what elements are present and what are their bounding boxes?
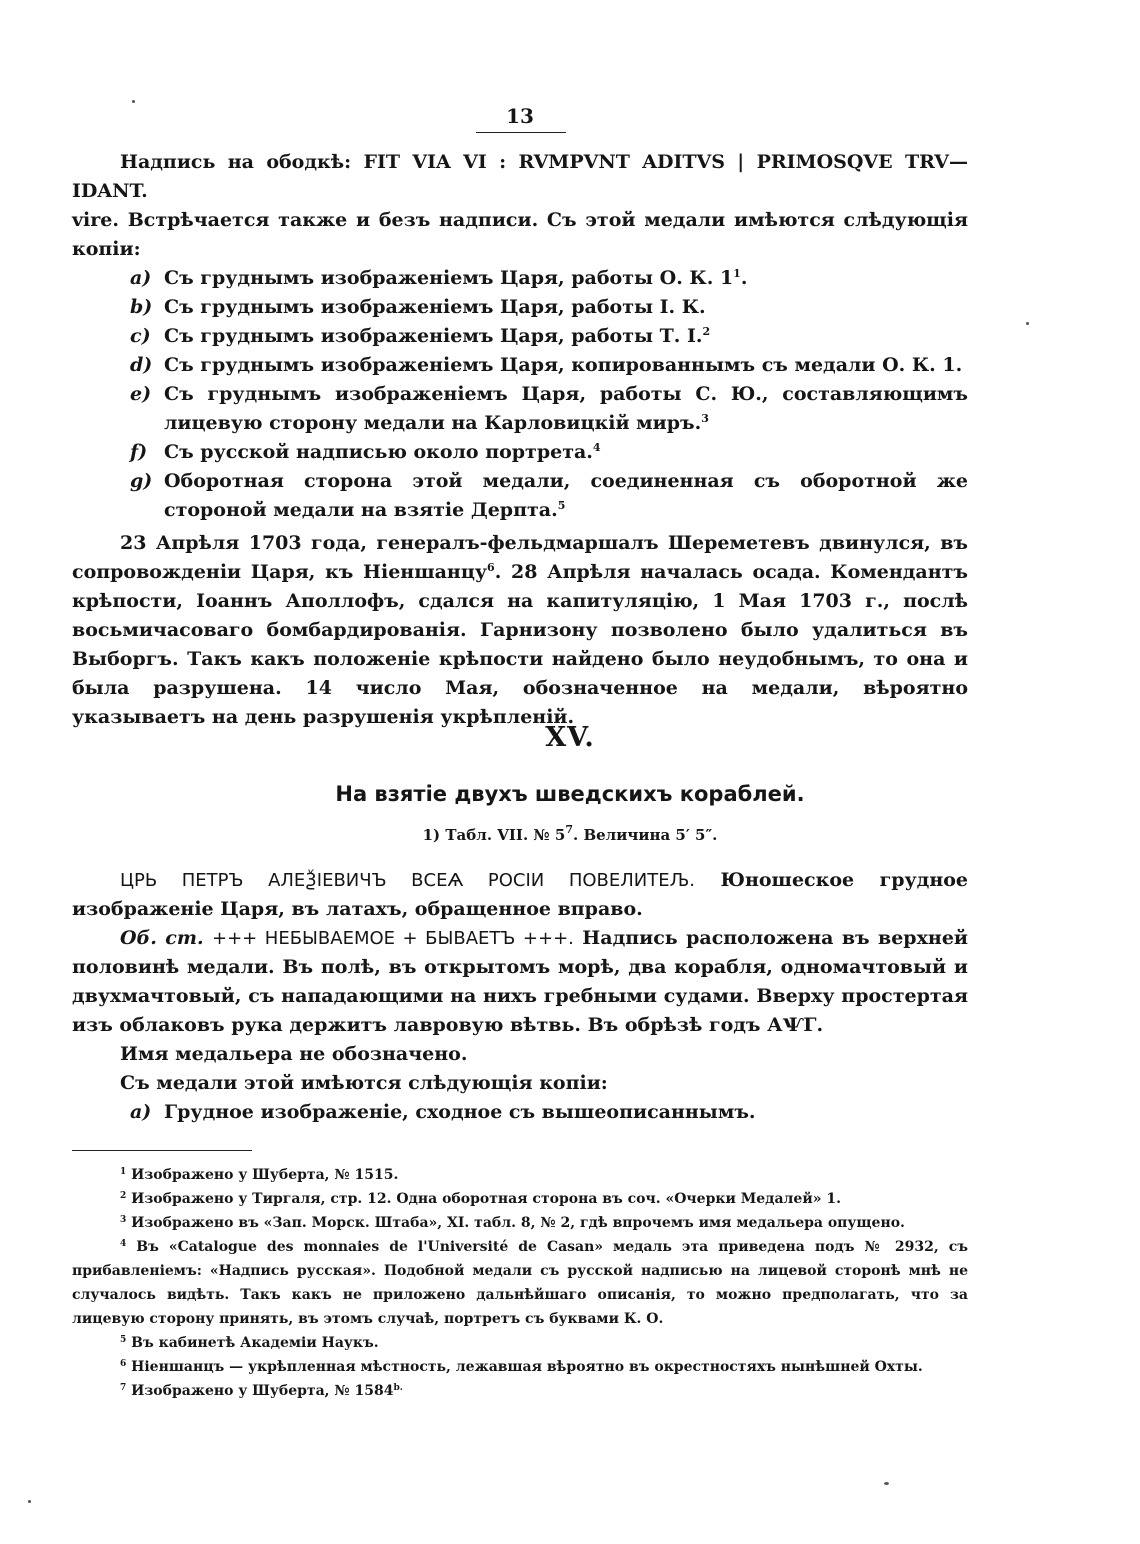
inscription-text: Надпись на ободкѣ: FIT VIA VI : RVMPVNT ADITVS | PRIMOSQVE TRV—IDANT. (72, 151, 968, 202)
list-item: a) Съ груднымъ изображеніемъ Царя, работы О. К. $1^1$. (130, 267, 748, 289)
paragraph-copies-intro: Съ медали этой имѣются слѣдующія копіи: (120, 1072, 608, 1094)
scan-speck (28, 1500, 31, 1503)
footnote: $^7$ Изображено у Шуберта, № $1584^{b.}$ (120, 1383, 403, 1399)
footnote-ref: 1 (733, 267, 741, 280)
section-number: XV. (545, 722, 595, 753)
list-item: c) Съ груднымъ изображеніемъ Царя, работы Т. I.$^2$ (130, 325, 711, 347)
paragraph-medalist: Имя медальера не обозначено. (120, 1043, 468, 1065)
footnote: $^4$ Въ «Catalogue des monnaies de l'Université de Casan» медаль эта приведена подъ № 2932, съ прибавленіемъ: «Надпись русская». Подобной медали съ русской надписью на лицевой сторонѣ мнѣ не случалось видѣть. Такъ какъ не приложено дальнѣйшаго описанія, то можно предполагать, что за лицевую сторону принять, въ этомъ случаѣ, портретъ съ буквами К. О. (72, 1239, 968, 1327)
footnote-ref: 3 (701, 412, 709, 425)
paragraph-obverse: ЦРЬ ПЕТРЪ АЛЕѮІЕВИЧЪ ВСЕѦ РОСІИ ПОВЕЛИТЕЉ. Юношеское грудное изображеніе Царя, въ латахъ, обращенное вправо. (72, 869, 969, 920)
section-title: На взятіе двухъ шведскихъ кораблей. (335, 782, 805, 806)
paragraph-inscription (72, 148, 968, 206)
reverse-legend: +++ НЕБЫВАЕМОЕ + БЫВАЕТЪ +++. (212, 928, 574, 949)
section-subtitle: 1) Табл. VII. № $5^7$. Величина 5′ 5″. (422, 823, 718, 844)
scan-speck (132, 100, 135, 103)
page-number: 13 (506, 104, 534, 128)
list-item: b) Съ груднымъ изображеніемъ Царя, работы I. К. (130, 296, 706, 318)
upper-text (72, 148, 968, 732)
footnote: $^1$ Изображено у Шуберта, № 1515. (120, 1167, 399, 1183)
footnote-ref: 6 (487, 561, 495, 574)
footnotes (72, 1163, 968, 1403)
footnote-ref: 5 (557, 499, 566, 512)
footnote-rule (72, 1150, 252, 1151)
footnote-ref: 2 (702, 325, 711, 338)
footnote-ref: 4 (592, 441, 601, 454)
lower-text (72, 866, 968, 1127)
list-item: e) Съ груднымъ изображеніемъ Царя, работы С. Ю., составляющимъ лицевую сторону медали на Карловицкій миръ.$^3$ (130, 383, 968, 434)
scan-speck (884, 1482, 889, 1485)
list-item: d) Съ груднымъ изображеніемъ Царя, копированнымъ съ медали О. К. 1. (130, 354, 963, 376)
reverse-label: Об. ст. (120, 927, 204, 949)
footnote: $^3$ Изображено въ «Зап. Морск. Штаба», XI. табл. 8, № 2, гдѣ впрочемъ имя медальера опущено. (120, 1215, 905, 1231)
paragraph-history: 23 Апрѣля 1703 года, генералъ-фельдмаршалъ Шереметевъ двинулся, въ сопровожденіи Царя, къ Ніеншанцу$^6$. 28 Апрѣля началась осада. Комендантъ крѣпости, Іоаннъ Аполлофъ, сдался на капитуляцію, 1 Мая 1703 г., послѣ восьмичасоваго бомбардированія. Гарнизону позволено было удалиться въ Выборгъ. Такъ какъ положеніе крѣпости найдено было неудобнымъ, то она и была разрушена. 14 число Мая, обозначенное на медали, вѣроятно указываетъ на день разрушенія укрѣпленій. (72, 532, 968, 728)
footnote-ref: 7 (565, 823, 574, 836)
footnote: $^2$ Изображено у Тиргаля, стр. 12. Одна оборотная сторона въ соч. «Очерки Медалей» 1. (120, 1191, 841, 1207)
footnote: $^6$ Ніеншанцъ — укрѣпленная мѣстность, лежавшая вѣроятно въ окрестностяхъ нынѣшней Охты. (120, 1359, 923, 1375)
paragraph-inscription-cont: vire. Встрѣчается также и безъ надписи. Съ этой медали имѣются слѣдующія копіи: (72, 209, 968, 260)
footnote: $^5$ Въ кабинетѣ Академіи Наукъ. (120, 1335, 379, 1351)
list-item: f) Съ русской надписью около портрета.$^4$ (130, 441, 601, 463)
scan-speck (1026, 322, 1029, 325)
list-item: g) Оборотная сторона этой медали, соединенная съ оборотной же стороной медали на взятіе Дерпта.$^5$ (130, 470, 968, 521)
paragraph-reverse: Об. ст. +++ НЕБЫВАЕМОЕ + БЫВАЕТЪ +++. Надпись расположена въ верхней половинѣ медали. Въ полѣ, въ открытомъ морѣ, два корабля, одномачтовый и двухмачтовый, съ нападающими на нихъ гребными судами. Вверху простертая изъ облаковъ рука держитъ лавровую вѣтвь. Въ обрѣзѣ годъ АѰГ. (72, 927, 968, 1036)
page-number-rule (476, 132, 566, 133)
list-item: a) Грудное изображеніе, сходное съ вышеописаннымъ. (130, 1101, 756, 1123)
obverse-legend: ЦРЬ ПЕТРЪ АЛЕѮІЕВИЧЪ ВСЕѦ РОСІИ ПОВЕЛИТЕЉ. (120, 870, 696, 891)
